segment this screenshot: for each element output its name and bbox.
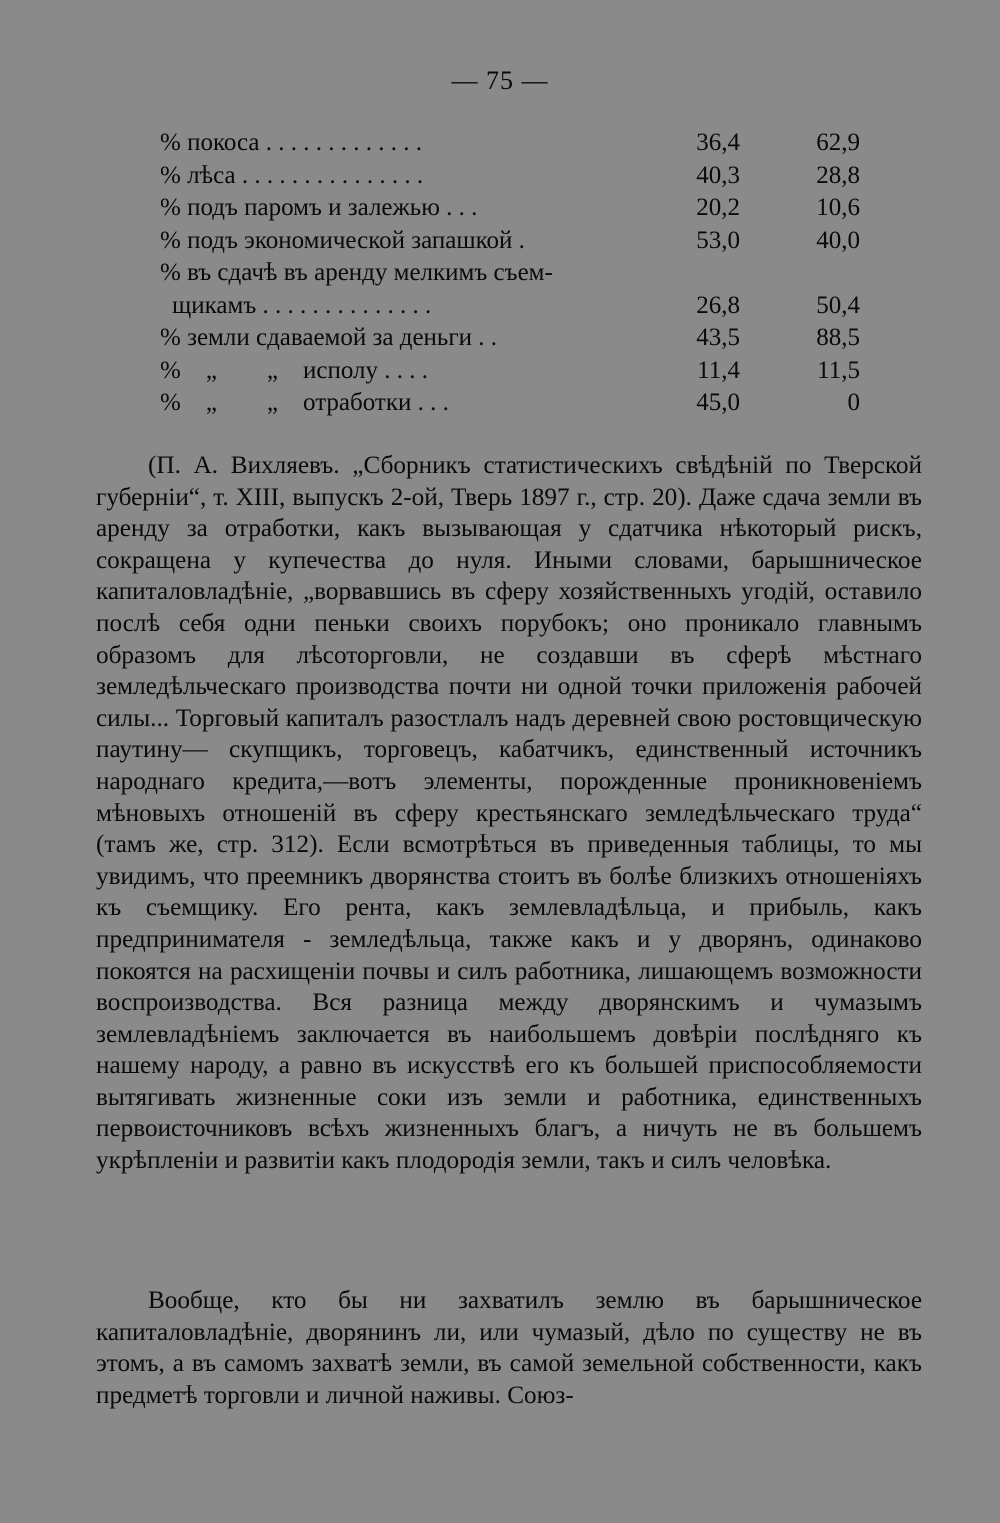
row-label: % подъ паромъ и залежью . . . (160, 194, 478, 221)
table-row (160, 322, 860, 355)
value-column-1: 53,0 (696, 226, 740, 254)
value-column-2: 28,8 (816, 161, 860, 189)
value-column-2: 88,5 (816, 324, 860, 351)
table-row (160, 290, 860, 323)
row-label: щикамъ . . . . . . . . . . . . . . (172, 291, 432, 319)
value-column-2: 62,9 (816, 129, 860, 156)
table-row (160, 160, 860, 193)
row-label: % „ „ отработки . . . (160, 389, 449, 416)
value-column-1: 11,4 (697, 356, 740, 384)
body-text-block-2 (96, 1285, 922, 1411)
row-label: % покоса . . . . . . . . . . . . . (160, 129, 422, 156)
page-number: — 75 — (451, 66, 549, 95)
value-column-1: 40,3 (696, 161, 740, 189)
row-label: % земли сдаваемой за деньги . . (160, 324, 497, 351)
value-column-1: 26,8 (696, 291, 740, 319)
value-column-1: 36,4 (696, 129, 740, 156)
value-column-2: 0 (847, 389, 860, 416)
body-text-block (96, 450, 922, 1177)
value-column-2: 40,0 (816, 226, 860, 254)
value-column-1: 45,0 (696, 389, 740, 416)
table-row (160, 355, 860, 388)
value-column-2: 10,6 (816, 194, 860, 221)
value-column-2: 50,4 (816, 291, 860, 319)
paragraph-vobshche: Вообще, кто бы ни захватилъ землю въ барышническое капиталовладѣніе, дворянинъ ли, или чумазый, дѣло по существу не въ этомъ, а въ самомъ захватѣ земли, въ самой земельной собственности, какъ предметѣ торговли и личной наживы. Союз- (96, 1287, 922, 1409)
row-label: % въ сдачѣ въ аренду мелкимъ съем- (160, 259, 553, 286)
table-row (160, 192, 860, 225)
row-label: % подъ экономической запашкой . (160, 226, 525, 254)
table-row (160, 127, 860, 160)
row-label: % лѣса . . . . . . . . . . . . . . . (160, 161, 424, 189)
row-label: % „ „ исполу . . . . (160, 356, 429, 384)
value-column-2: 11,5 (817, 356, 860, 384)
table-row (160, 387, 860, 420)
paragraph-citation: (П. А. Вихляевъ. „Сборникъ статистическихъ свѣдѣній по Тверской губерніи“, т. XIII, выпускъ 2-ой, Тверь 1897 г., стр. 20). Даже сдача земли въ аренду за отработки, какъ вызывающая у сдатчика нѣкоторый рискъ, сокращена у купечества до нуля. Иными словами, барышническое капиталовладѣніе, „ворвавшись въ сферу хозяйственныхъ угодій, оставило послѣ себя одни пеньки своихъ порубокъ; оно проникало главнымъ образомъ для лѣсоторговли, не создавши въ сферѣ мѣстнаго земледѣльческаго производства почти ни одной точки приложенія рабочей силы... Торговый капиталъ разостлалъ надъ деревней свою ростовщическую паутину— скупщикъ, торговецъ, кабатчикъ, единственный источникъ народнаго кредита,—вотъ элементы, порожденные проникновеніемъ мѣновыхъ отношеній въ сферу крестьянскаго земледѣльческаго труда“ (тамъ же, стр. 312). Если всмотрѣться въ приведенныя таблицы, то мы увидимъ, что преемникъ дворянства стоитъ въ болѣе близкихъ отношеніяхъ къ съемщику. Его рента, какъ землевладѣльца, и прибыль, какъ предпринимателя - земледѣльца, также какъ и у дворянъ, одинаково покоятся на расхищеніи почвы и силъ работника, лишающемъ возможности воспроизводства. Вся разница между дворянскимъ и чумазымъ землевладѣніемъ заключается въ наибольшемъ довѣріи послѣдняго къ нашему народу, а равно въ искусствѣ его къ большей приспособляемости вытягивать жизненные соки изъ земли и работника, единственныхъ первоисточниковъ всѣхъ жизненныхъ благъ, а ничуть не въ большемъ укрѣпленіи и развитіи какъ плодородія земли, такъ и силъ человѣка. (96, 452, 922, 1175)
value-column-1: 43,5 (696, 324, 740, 351)
value-column-1: 20,2 (696, 194, 740, 221)
table-row (160, 225, 860, 258)
table-row (160, 257, 860, 290)
statistics-table (160, 127, 860, 420)
